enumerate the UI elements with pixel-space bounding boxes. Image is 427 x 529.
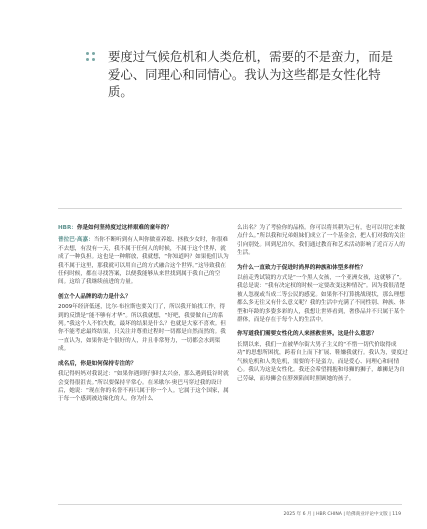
answer-1-text: 当你不断听到有人叫你做童养媳、拯救少女时，你很难不去想，有没有一天，我不属于任何人的时候，不属于这个世界，就成了一种负担。这也是一种解放，我就想，“你知道吗？如果他们认为我不属于这里，那我就可以用自己的方式融合这个世界。”这导致我在任何时候，都在寻找答案，以便我能够从来世找到属于我自己的空间。这给了我继续前进的力量。 bbox=[58, 237, 229, 286]
answer-2: 2009年经济低迷，比尔·布拉斯也要关门了，所以我开始找工作，得到的反馈是“能不够有才华”。所以我就想，“好吧，我要做自己的系列。”我这个人不怕失败，最坏的结果是什么？也就是大家不喜欢。但你不能考虑最终结果，只关注并尊重过程时一切都是自然而然的。我一直认为，如果你是个很好的人，并且非常努力，一切都会水到渠成。 bbox=[58, 304, 226, 353]
answer-1 bbox=[58, 236, 230, 286]
pull-quote bbox=[86, 38, 394, 148]
footer-divider bbox=[58, 504, 402, 505]
section-divider bbox=[58, 208, 402, 209]
right-column bbox=[237, 224, 409, 387]
question-5: 你写道我们需要女性化的人来拯救世界。这是什么意思？ bbox=[237, 331, 377, 338]
hbr-tag: HBR： bbox=[58, 225, 77, 231]
answer-5: 长期以来，我们一直被华尔街大男子主义的“不惜一切代价取得成功”的思想所困扰，跨着自上而下扩展、鞋嫌我就行。我认为，要度过气候危机和人类危机，需要的不是蛮力，而是爱心、同理心和同情心。我认为这是女性化。我还会希望拥抱和母狮的狮子，雄狮是为自己劳碌，而母狮会在脖颈陷间时照顾她的孩子。 bbox=[237, 341, 408, 382]
answer-3-continued: 么出名？为了考验你的品格。你可以将其耕为己有，也可以用它来做点什么。”所以我和兄弟姐妹们成立了一个基金会，把人们对我的关注引向别处。回到尼泊尔，我们通过教育和艺术活动影响了近百万人的生活。 bbox=[237, 225, 405, 257]
question-4: 为什么一直致力于促进时尚界的种族和体型多样性？ bbox=[237, 264, 366, 271]
pull-quote-text: 要度过气候危机和人类危机，需要的不是蛮力，而是爱心、同理心和同情心。我认为这些都是女性化特质。 bbox=[108, 49, 393, 99]
page-footer: 2025 年 6 月 | HBR CHINA | 哈佛商业评论中文版 | 119 bbox=[283, 512, 401, 517]
question-1 bbox=[58, 224, 230, 232]
question-1-text: 你是如何坚持度过这样艰难的童年的？ bbox=[76, 225, 172, 231]
answer-4: 以前走秀试镜的方式是“一个黑人女孩，一个亚洲女孩，这就够了”。我总是说：“我有决定权的时候一定要改变这种情况”。因为我很清楚被人忽视或当成二等公民的感觉。如果你不打算挑战现状，那么理想都么多无往又有什么意义呢？我的生活中充满了不同性别、种族、体型和年龄的多姿多彩的人，我想让世界看到，奢侈品并不只属于某个群体，而是存在于每个人的生活中。 bbox=[237, 275, 406, 324]
quote-mark-icon bbox=[86, 52, 96, 62]
question-2: 创立个人品牌的动力是什么？ bbox=[58, 293, 131, 300]
speaker-name: 普拉巴·高嘉： bbox=[58, 237, 94, 244]
question-3: 成名后，你是如何保持专注的？ bbox=[58, 360, 137, 367]
answer-3: 我记得妈妈对我说过：“如果你遇到好事时太兴奋，那么遇到低谷时就会变得很沮丧。”所以要保持平常心。在米歇尔·奥巴马穿过我的设计后，她说：“现在你的名誉不再只属于你一个人。它属于这个国家，属于每一个感到被边缘化的人。你为什么 bbox=[58, 371, 229, 403]
left-column bbox=[58, 224, 230, 408]
